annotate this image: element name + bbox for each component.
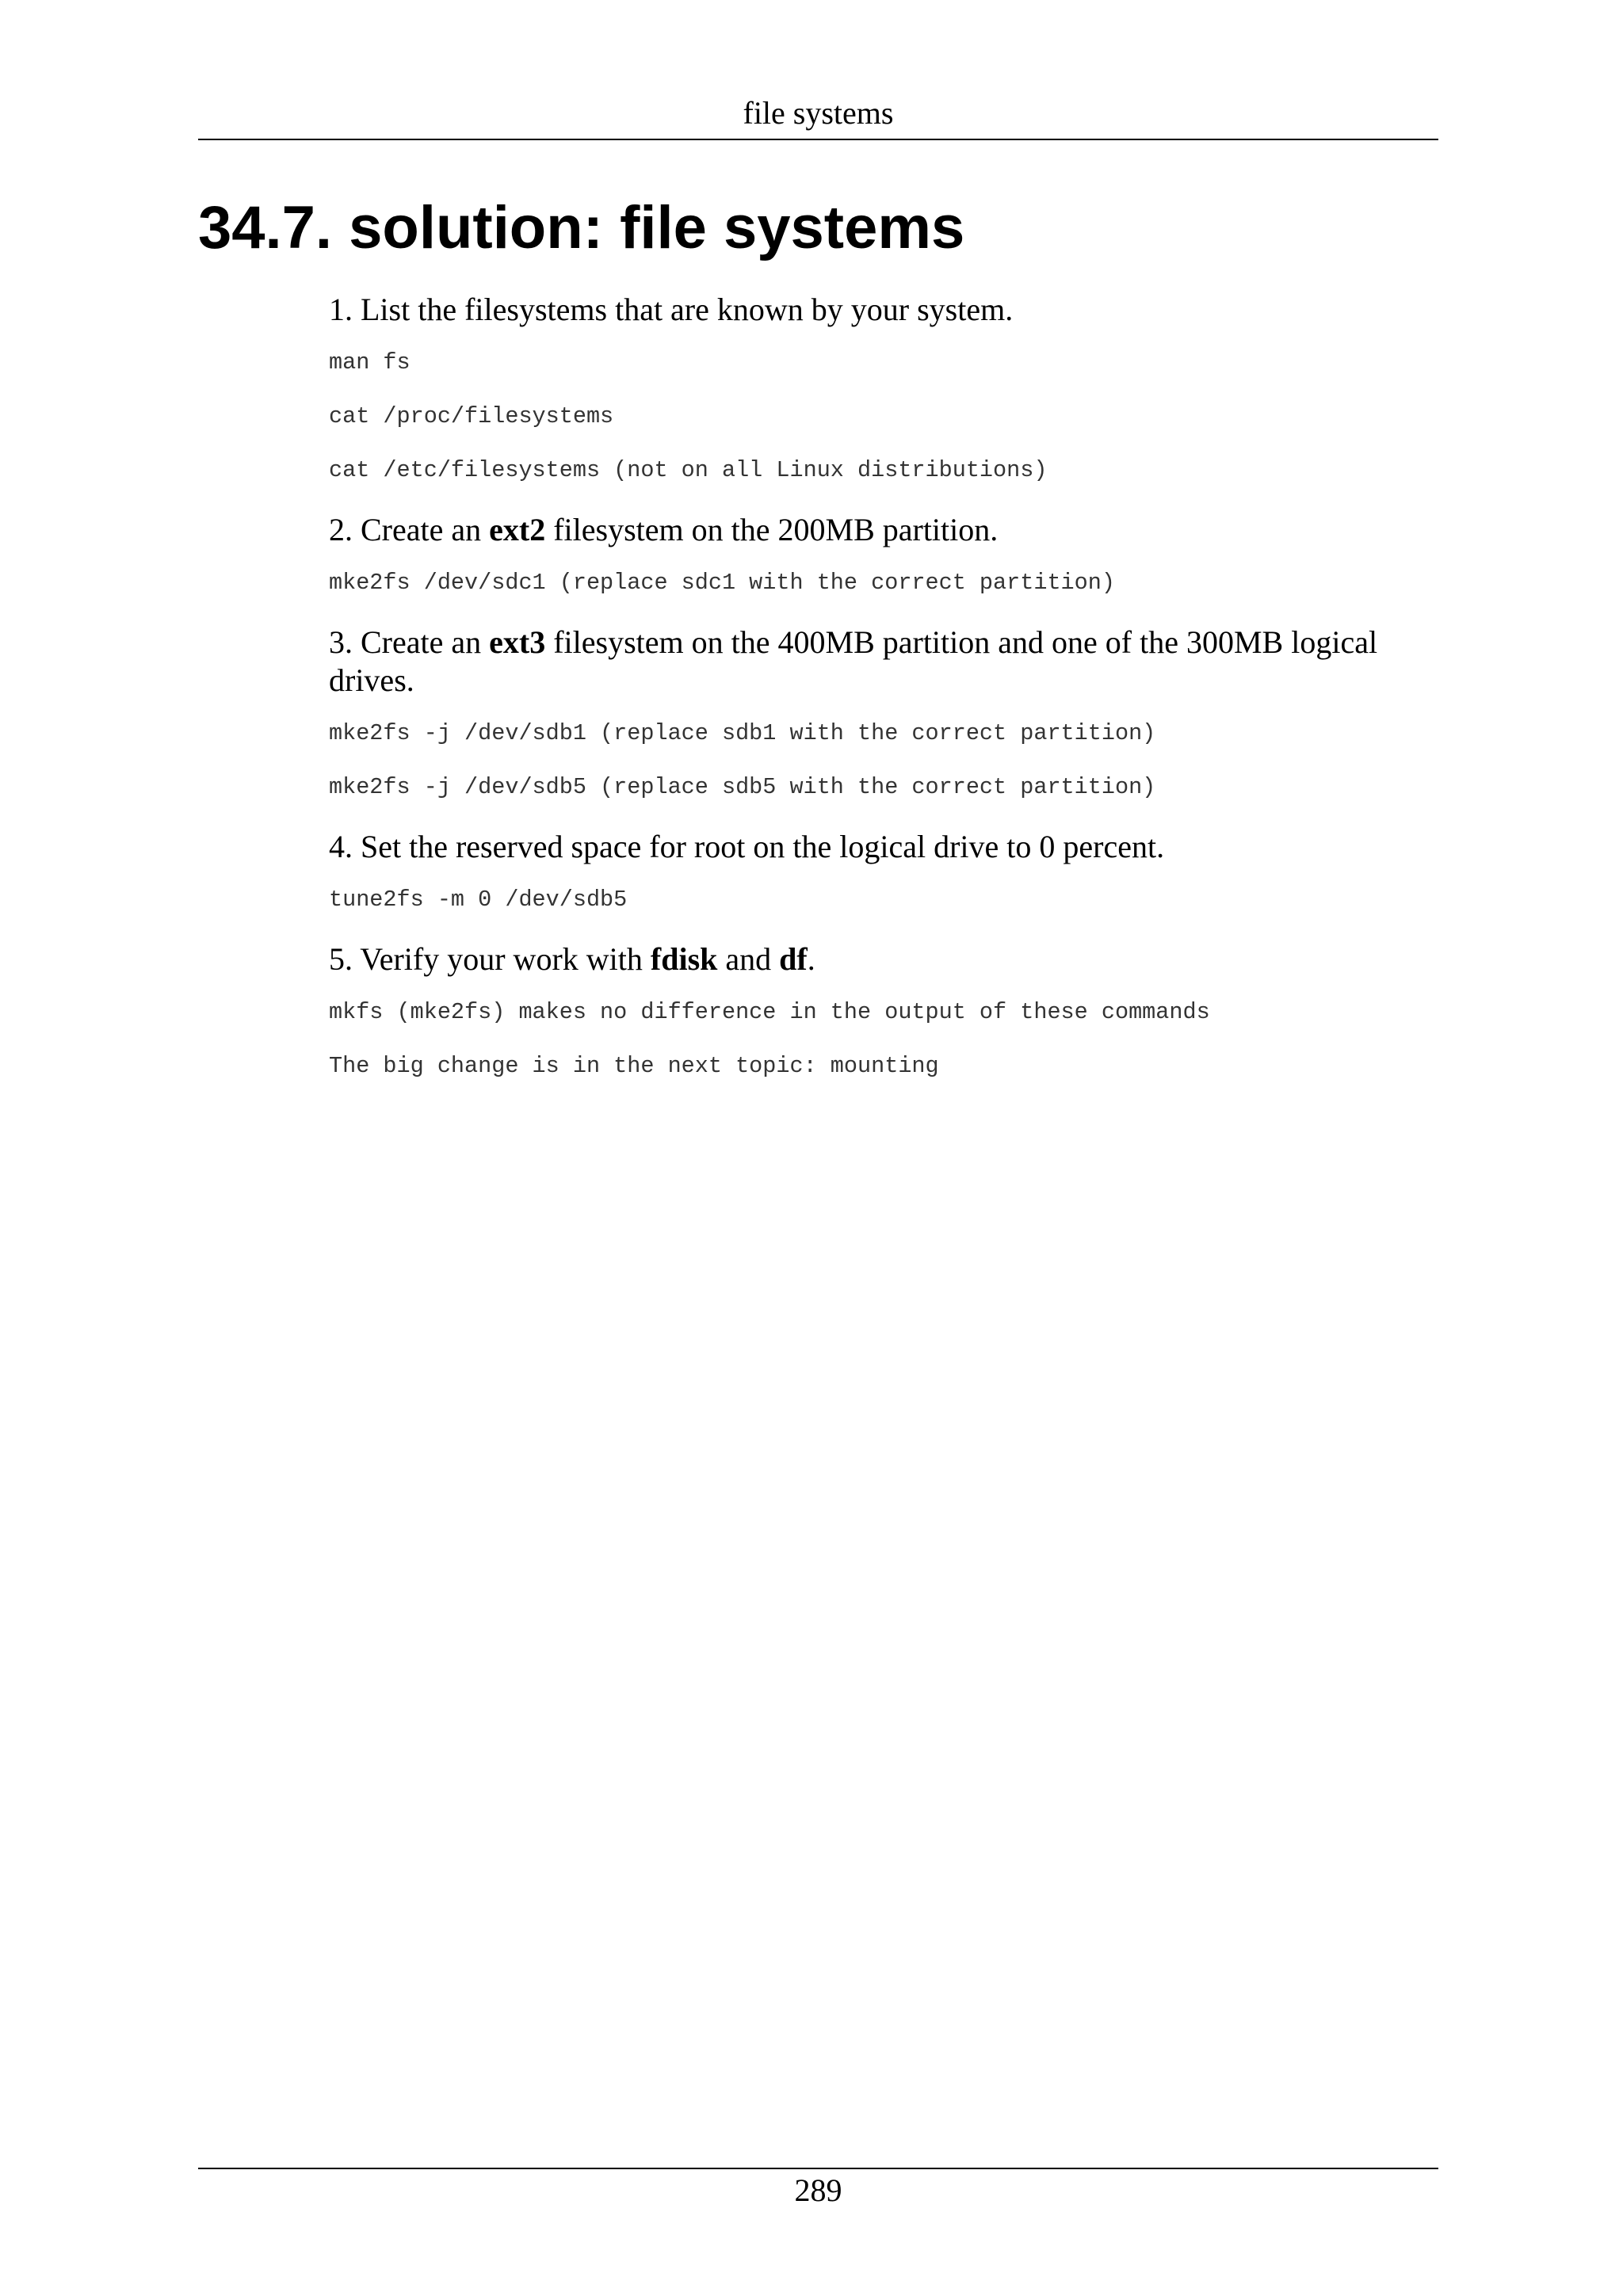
question-keyword: ext3 [489,624,546,660]
running-header: file systems [743,95,894,131]
question-text: 3. Create an [329,624,490,660]
question-keyword: ext2 [489,512,546,547]
question-text: 5. Verify your work with [329,941,651,977]
command-line: mke2fs -j /dev/sdb5 (replace sdb5 with the correct partition) [329,774,1156,800]
header-rule [198,139,1438,140]
footer-rule [198,2168,1438,2169]
command-line: cat /proc/filesystems [329,403,614,429]
command-line: mkfs (mke2fs) makes no difference in the output of these commands [329,999,1210,1025]
question-keyword: fdisk [650,941,718,977]
question-text: and [717,941,780,977]
solution-list [329,291,1438,1080]
section-title: 34.7. solution: file systems [198,194,965,261]
question-text: 2. Create an [329,512,490,547]
command-line: cat /etc/filesystems (not on all Linux distributions) [329,457,1048,483]
question-text: 4. Set the reserved space for root on the logical drive to 0 percent. [329,829,1165,864]
question-text: filesystem on the 200MB partition. [545,512,999,547]
question-text: 1. List the filesystems that are known by your system. [329,292,1014,327]
command-line: man fs [329,349,411,376]
question-text: filesystem on the 400MB partition and one of the 300MB logical drives. [329,624,1378,698]
page-number: 289 [794,2172,842,2208]
question-3 [329,624,1438,700]
command-line: tune2fs -m 0 /dev/sdb5 [329,887,628,913]
command-line: The big change is in the next topic: mounting [329,1053,939,1079]
question-5 [329,940,1438,978]
question-keyword: df [779,941,808,977]
question-1 [329,291,1438,329]
command-line: mke2fs -j /dev/sdb1 (replace sdb1 with the correct partition) [329,720,1156,746]
question-4 [329,828,1438,866]
command-line: mke2fs /dev/sdc1 (replace sdc1 with the correct partition) [329,570,1115,596]
question-text: . [807,941,815,977]
question-2 [329,511,1438,549]
